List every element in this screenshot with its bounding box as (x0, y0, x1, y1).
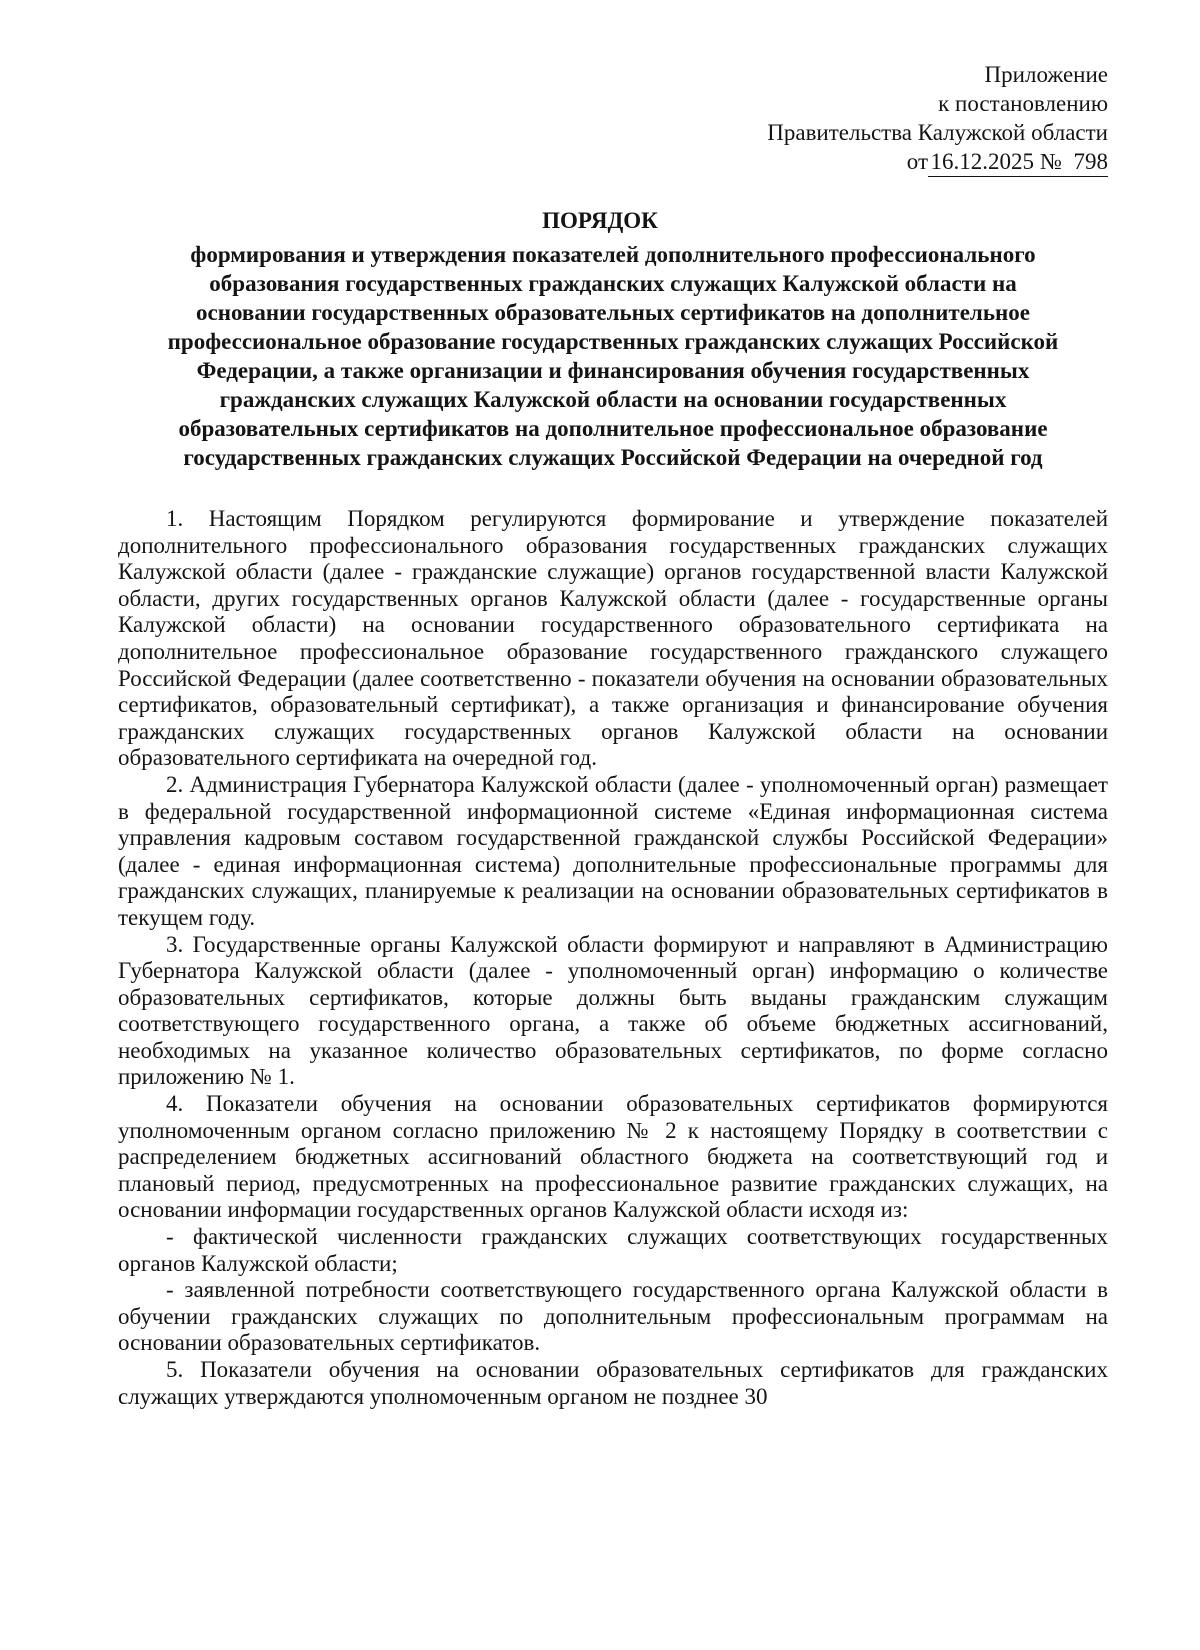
appendix-header (767, 60, 1108, 177)
list-item-actual-headcount: - фактической численности гражданских служащих соответствующих государственных органов Калужской области; (118, 1224, 1108, 1276)
document-title: ПОРЯДОК (542, 208, 658, 233)
list-item-declared-need: - заявленной потребности соответствующего государственного органа Калужской области в обучении гражданских служащих по дополнительным профессиональным программам на основании образовательных сертификатов. (118, 1277, 1108, 1356)
subtitle-line: Федерации, а также организации и финансирования обучения государственных (196, 358, 1030, 383)
subtitle-line: образования государственных гражданских служащих Калужской области на (209, 271, 1017, 296)
paragraph-1: 1. Настоящим Порядком регулируются формирование и утверждение показателей дополнительного профессионального образования государственных гражданских служащих Калужской области (далее - гражданские служащие) органов государственной власти Калужской области, других государственных органов Калужской области (далее - государственные органы Калужской области) на основании государственного образовательного сертификата на дополнительное профессиональное образование государственного гражданского служащего Российской Федерации (далее соответственно - показатели обучения на основании образовательных сертификатов, образовательный сертификат), а также организация и финансирование обучения гражданских служащих государственных органов Калужской области на основании образовательного сертификата на очередной год. (118, 506, 1108, 771)
appendix-line: Правительства Калужской области (767, 120, 1108, 145)
subtitle-line: гражданских служащих Калужской области на основании государственных (219, 387, 1007, 412)
date-prefix: от (906, 149, 929, 174)
document-body (118, 506, 1108, 1410)
subtitle-line: основании государственных образовательных сертификатов на дополнительное (196, 300, 1030, 325)
appendix-line: Приложение (984, 62, 1108, 87)
subtitle-line: формирования и утверждения показателей дополнительного профессионального (190, 242, 1036, 267)
document-subtitle (118, 240, 1108, 472)
date-underline (928, 147, 1034, 177)
paragraph-3: 3. Государственные органы Калужской области формируют и направляют в Администрацию Губернатора Калужской области (далее - уполномоченный орган) информацию о количестве образовательных сертификатов, которые должны быть выданы гражданским служащим соответствующего государственного органа, а также об объеме бюджетных ассигнований, необходимых на указанное количество образовательных сертификатов, по форме согласно приложению № 1. (118, 931, 1108, 1090)
paragraph-2: 2. Администрация Губернатора Калужской области (далее - уполномоченный орган) размещает в федеральной государственной информационной системе «Единая информационная система управления кадровым составом государственной гражданской службы Российской Федерации» (далее - единая информационная система) дополнительные профессиональные программы для гражданских служащих, планируемые к реализации на основании образовательных сертификатов в текущем году. (118, 771, 1108, 930)
paragraph-5: 5. Показатели обучения на основании образовательных сертификатов для гражданских служащих утверждаются уполномоченным органом не позднее 30 (118, 1357, 1108, 1409)
paragraph-4: 4. Показатели обучения на основании образовательных сертификатов формируются уполномоченным органом согласно приложению № 2 к настоящему Порядку в соответствии с распределением бюджетных ассигнований областного бюджета на соответствующий год и плановый период, предусмотренных на профессиональное развитие гражданских служащих, на основании информации государственных органов Калужской области исходя из: (118, 1091, 1108, 1223)
resolution-date-line (767, 147, 1108, 177)
appendix-line: к постановлению (938, 91, 1108, 116)
subtitle-line: государственных гражданских служащих Российской Федерации на очередной год (183, 445, 1043, 470)
number-label: № (1034, 147, 1062, 177)
subtitle-line: образовательных сертификатов на дополнительное профессиональное образование (178, 416, 1048, 441)
resolution-date: 16.12.2025 (930, 149, 1035, 174)
resolution-number: 798 (1062, 147, 1108, 177)
subtitle-line: профессиональное образование государственных гражданских служащих Российской (167, 329, 1059, 354)
